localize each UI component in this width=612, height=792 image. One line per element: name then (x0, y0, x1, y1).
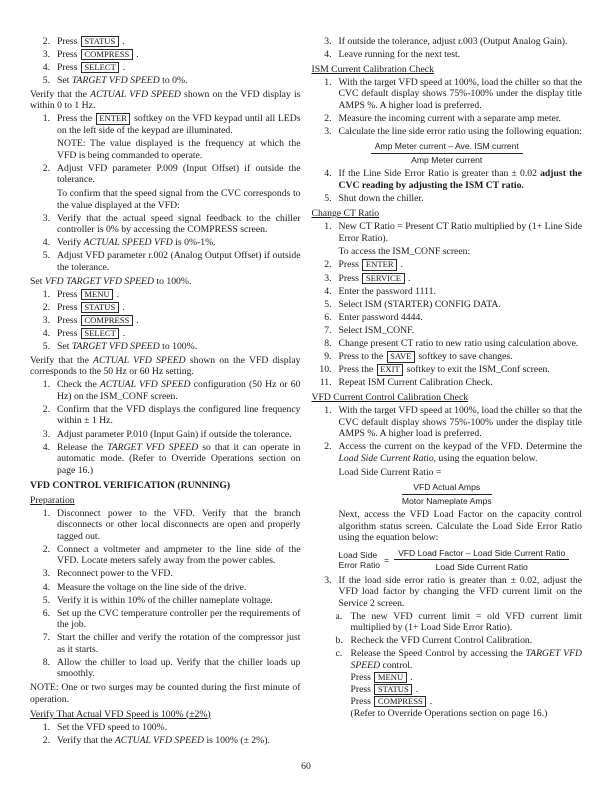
item-number: 1. (324, 221, 332, 233)
continuation-line: Press STATUS . (350, 683, 419, 695)
item-number: 3. (324, 35, 332, 47)
item-text: Enter the password 1111. (338, 285, 436, 297)
italic-term: TARGET VFD SPEED (71, 74, 160, 86)
item-text: Verify ACTUAL SPEED VFD is 0%-1%. (57, 237, 216, 249)
item-number: 5. (42, 341, 50, 353)
item-text: Shut down the chiller. (338, 193, 424, 205)
item-number: 1. (42, 113, 50, 125)
item-text: Check the ACTUAL VFD SPEED configuration (50 Hz or 60 Hz) on the ISM_CONF screen. (57, 379, 301, 402)
fraction-denominator: Motor Nameplate Amps (401, 496, 492, 507)
item-text: New CT Ratio = Present CT Ratio multiplied by (1+ Line Side Error Ratio). (338, 221, 582, 244)
italic-term: TARGET VFD SPEED (107, 441, 199, 453)
list-item (312, 575, 583, 610)
item-number: 8. (42, 656, 50, 668)
italic-term: ACTUAL VFD SPEED (93, 354, 186, 366)
item-number: 11. (319, 377, 332, 389)
list-item (30, 62, 301, 74)
item-number: 5. (42, 250, 50, 262)
list-item (30, 302, 301, 314)
item-number: 3. (324, 125, 332, 137)
keycap: SAVE (387, 351, 415, 363)
list-item (30, 429, 301, 441)
list-item (312, 312, 583, 324)
item-number: 4. (324, 48, 332, 60)
item-text: Enter password 4444. (338, 311, 423, 323)
fraction-denominator: Amp Meter current (411, 155, 483, 166)
italic-term: ACTUAL VFD SPEED (90, 88, 181, 100)
list-item (312, 36, 583, 48)
item-text: If the load side error ratio is greater than ± 0.02, adjust the VFD load factor by changing the VFD current limit on the Service 2 screen. (338, 574, 582, 609)
item-text: Start the chiller and verify the rotation of the compressor just as it starts. (57, 632, 301, 655)
subsection-heading: Verify That Actual VFD Speed is 100% (±2%) (30, 708, 211, 720)
item-text: Press SELECT . (57, 61, 126, 73)
list-item (30, 508, 301, 543)
item-text: Set up the CVC temperature controller per the requirements of the job. (57, 607, 301, 631)
continuation-paragraph: Load Side Current Ratio = (338, 466, 442, 478)
item-text: Press COMPRESS . (57, 314, 139, 326)
page-number: 60 (301, 761, 311, 772)
sub-list-item (336, 611, 583, 634)
list-item (30, 442, 301, 477)
item-number: 3. (42, 314, 50, 326)
item-text: Adjust VFD parameter P.009 (Input Offset) if outside the tolerance. (57, 162, 301, 186)
fraction-numerator: VFD Actual Amps (402, 482, 492, 495)
fraction (394, 548, 569, 572)
item-number: 2. (42, 403, 50, 415)
item-number: 5. (42, 594, 50, 606)
item-text: Verify that the ACTUAL VFD SPEED is 100% (± 2%). (57, 734, 270, 746)
paragraph: Verify that the ACTUAL VFD SPEED shown on the VFD display is within 0 to 1 Hz. (30, 88, 301, 112)
item-number: 2. (324, 441, 332, 453)
list-item (312, 441, 583, 464)
list-item (312, 377, 583, 389)
keycap: ENTER (96, 113, 131, 125)
keycap: MENU (81, 289, 113, 301)
keycap: STATUS (81, 36, 119, 48)
list-item (312, 221, 583, 244)
equation-lhs-line: Load Side (338, 549, 378, 560)
continuation-paragraph: NOTE: The value displayed is the frequency at which the VFD is being commanded to operate. (57, 138, 301, 161)
italic-term: ACTUAL VFD SPEED (114, 734, 205, 746)
item-text: Set the VFD speed to 100%. (57, 721, 168, 733)
fraction-numerator: Amp Meter current – Ave. ISM current (371, 141, 523, 154)
item-number: b. (335, 635, 343, 647)
item-number: 9. (324, 351, 332, 363)
list-item (312, 168, 583, 191)
subsection-heading: Preparation (30, 494, 75, 506)
list-item (30, 582, 301, 594)
list-item (30, 595, 301, 607)
list-item (312, 113, 583, 125)
item-number: 2. (42, 301, 50, 313)
keycap: ENTER (362, 259, 397, 271)
item-number: 2. (42, 35, 50, 47)
equals-sign: = (384, 554, 390, 565)
item-number: 4. (324, 168, 332, 180)
list-item (312, 325, 583, 337)
equation (312, 141, 583, 165)
list-item (30, 75, 301, 87)
fraction (371, 141, 523, 165)
item-number: 3. (42, 48, 50, 60)
item-text: Reconnect power to the VFD. (57, 568, 173, 580)
sub-list-item (336, 648, 583, 671)
list-item (30, 544, 301, 567)
item-text: Adjust parameter P.010 (Input Gain) if outside the tolerance. (57, 428, 292, 440)
list-item (30, 113, 301, 136)
item-number: 4. (42, 237, 50, 249)
item-text: If outside the tolerance, adjust r.003 (Output Analog Gain). (338, 35, 568, 47)
item-number: c. (335, 648, 343, 660)
section-heading: VFD CONTROL VERIFICATION (RUNNING) (30, 479, 231, 491)
list-item (312, 364, 583, 376)
keycap: EXIT (377, 364, 404, 376)
item-text: Adjust VFD parameter r.002 (Analog Output Offset) if outside the tolerance. (57, 250, 301, 273)
list-item (312, 193, 583, 205)
item-text: Release the Speed Control by accessing the TARGET VFD SPEED control. (350, 648, 582, 671)
item-text: Press MENU . (57, 288, 120, 300)
item-number: 4. (42, 327, 50, 339)
text-columns (30, 34, 582, 746)
item-number: a. (335, 610, 343, 622)
keycap: SELECT (81, 328, 120, 340)
list-item (30, 163, 301, 186)
keycap: SERVICE (362, 273, 404, 285)
item-text: Release the TARGET VFD SPEED so that it can operate in automatic mode. (Refer to Override Operations section on page 16.) (57, 441, 301, 476)
item-number: 5. (324, 298, 332, 310)
item-text: Measure the voltage on the line side of the drive. (57, 581, 247, 593)
item-text: Set TARGET VFD SPEED to 100%. (57, 341, 198, 353)
item-text: Press STATUS . (57, 35, 125, 47)
list-item (30, 36, 301, 48)
item-text: Select ISM_CONF. (338, 324, 415, 336)
item-text: With the target VFD speed at 100%, load the chiller so that the CVC default display shows 75%-100% under the display title AMPS %. A higher load is preferred. (338, 405, 582, 440)
item-text: Recheck the VFD Current Control Calibration. (350, 635, 533, 647)
list-item (30, 632, 301, 655)
item-text: Press the EXIT softkey to exit the ISM_Conf screen. (338, 364, 550, 376)
item-text: Press STATUS . (57, 301, 125, 313)
list-item (30, 289, 301, 301)
item-text: Press COMPRESS . (57, 48, 139, 60)
paragraph: Verify that the ACTUAL VFD SPEED shown on the VFD display corresponds to the 50 Hz or 60 Hz setting. (30, 354, 301, 378)
right-column (312, 34, 583, 746)
list-item (312, 77, 583, 112)
list-item (312, 49, 583, 61)
item-number: 2. (42, 734, 50, 746)
italic-term: TARGET VFD SPEED (350, 648, 582, 671)
list-item (30, 379, 301, 402)
item-number: 1. (42, 721, 50, 733)
keycap: STATUS (374, 684, 412, 696)
item-number: 1. (324, 76, 332, 88)
list-item (30, 735, 301, 747)
bold-text: adjust the CVC reading by adjusting the ISM CT ratio. (338, 168, 582, 191)
list-item (30, 250, 301, 273)
item-number: 4. (42, 441, 50, 453)
item-text: With the target VFD speed at 100%, load the chiller so that the CVC default display shows 75%-100% under the display title AMPS %. A higher load is preferred. (338, 76, 582, 111)
item-text: The new VFD current limit = old VFD current limit multiplied by (1+ Load Side Error Ratio). (350, 610, 582, 634)
list-item (30, 722, 301, 734)
item-number: 4. (42, 61, 50, 73)
list-item (312, 338, 583, 350)
item-number: 4. (42, 581, 50, 593)
item-text: Connect a voltmeter and ampmeter to the line side of the VFD. Locate meters safely away from the power cables. (57, 543, 301, 567)
fraction (402, 482, 492, 506)
item-number: 8. (324, 338, 332, 349)
item-text: If the Line Side Error Ratio is greater than ± 0.02 adjust the CVC reading by adjusting the ISM CT ratio. (338, 168, 582, 191)
continuation-line: (Refer to Override Operations section on page 16.) (350, 707, 548, 719)
item-text: Disconnect power to the VFD. Verify that the branch disconnects or other local disconnects are open and properly tagged out. (57, 507, 301, 542)
paragraph: Set VFD TARGET VFD SPEED to 100%. (30, 275, 192, 287)
item-number: 3. (324, 574, 332, 586)
item-number: 6. (42, 607, 50, 619)
list-item (312, 405, 583, 440)
item-number: 5. (42, 74, 50, 86)
sub-list-item (336, 635, 583, 647)
item-text: Press ENTER . (338, 259, 403, 271)
continuation-line: Press COMPRESS . (350, 695, 433, 707)
paragraph: NOTE: One or two surges may be counted during the first minute of operation. (30, 682, 301, 705)
item-number: 3. (42, 428, 50, 440)
item-text: Calculate the line side error ratio using the following equation: (338, 125, 582, 137)
item-number: 2. (42, 162, 50, 174)
continuation-paragraph: To access the ISM_CONF screen: (338, 246, 471, 258)
item-number: 1. (42, 288, 50, 300)
item-number: 1. (42, 379, 50, 391)
keycap: SELECT (81, 62, 120, 74)
item-number: 10. (319, 364, 332, 376)
list-item (312, 351, 583, 363)
item-text: Press SELECT . (57, 327, 126, 339)
item-number: 3. (42, 568, 50, 580)
item-text: Measure the incoming current with a separate amp meter. (338, 112, 561, 124)
list-item (30, 341, 301, 353)
item-number: 4. (324, 285, 332, 297)
list-item (312, 273, 583, 285)
equation (339, 548, 583, 572)
item-text: Verify it is within 10% of the chiller nameplate voltage. (57, 594, 273, 606)
keycap: COMPRESS (374, 696, 426, 708)
item-text: Set TARGET VFD SPEED to 0%. (57, 74, 188, 86)
italic-term: ACTUAL VFD SPEED (99, 379, 191, 391)
item-number: 2. (42, 543, 50, 555)
equation-lhs (339, 550, 381, 570)
equation (312, 482, 583, 506)
left-column (30, 34, 301, 746)
list-item (312, 126, 583, 138)
item-text: Verify that the actual speed signal feedback to the chiller controller is 0% by accessing the COMPRESS screen. (57, 212, 301, 236)
list-item (30, 404, 301, 427)
item-text: Press to the SAVE softkey to save changes. (338, 351, 513, 363)
list-item (30, 608, 301, 631)
item-text: Confirm that the VFD displays the configured line frequency within ± 1 Hz. (57, 403, 301, 427)
list-item (30, 237, 301, 249)
item-text: Access the current on the keypad of the VFD. Determine the Load Side Current Ratio, using the equation below. (338, 441, 582, 464)
item-text: Press the ENTER softkey on the VFD keypad until all LEDs on the left side of the keypad are illuminated. (57, 113, 301, 136)
subsection-heading: Change CT Ratio (311, 208, 380, 220)
list-item (312, 259, 583, 271)
italic-term: ACTUAL SPEED VFD (83, 237, 173, 249)
equation-lhs-line: Error Ratio (338, 559, 381, 570)
keycap: STATUS (81, 302, 119, 314)
italic-term: TARGET VFD SPEED (71, 341, 160, 353)
keycap: MENU (374, 672, 406, 684)
item-text: Allow the chiller to load up. Verify that the chiller loads up smoothly. (57, 656, 301, 680)
list-item (312, 286, 583, 298)
item-number: 3. (324, 272, 332, 284)
item-number: 3. (42, 212, 50, 224)
item-text: Change present CT ratio to new ratio using calculation above. (338, 338, 579, 349)
item-number: 2. (324, 259, 332, 271)
subsection-heading: ISM Current Calibration Check (311, 63, 434, 75)
keycap: COMPRESS (81, 49, 133, 61)
item-text: Leave running for the next test. (338, 48, 461, 60)
item-number: 5. (324, 193, 332, 205)
item-number: 1. (42, 507, 50, 519)
list-item (30, 49, 301, 61)
italic-term: VFD TARGET VFD SPEED (44, 275, 154, 287)
list-item (30, 315, 301, 327)
list-item (30, 213, 301, 236)
fraction-denominator: Load Side Current Ratio (435, 561, 528, 572)
italic-term: Load Side Current Ratio (338, 452, 434, 464)
item-text: Select ISM (STARTER) CONFIG DATA. (338, 298, 501, 310)
item-number: 1. (324, 405, 332, 417)
subsection-heading: VFD Current Control Calibration Check (311, 392, 469, 404)
item-number: 2. (324, 112, 332, 124)
keycap: COMPRESS (81, 315, 133, 327)
item-text: Repeat ISM Current Calibration Check. (338, 377, 493, 389)
list-item (30, 657, 301, 680)
item-number: 7. (324, 324, 332, 336)
continuation-paragraph: To confirm that the speed signal from the CVC corresponds to the value displayed at the VFD: (57, 188, 301, 211)
fraction-numerator: VFD Load Factor – Load Side Current Ratio (394, 548, 569, 561)
list-item (30, 568, 301, 580)
continuation-line: Press MENU . (350, 671, 413, 683)
item-text: Press SERVICE . (338, 272, 411, 284)
item-number: 6. (324, 311, 332, 323)
list-item (312, 299, 583, 311)
item-number: 7. (42, 632, 50, 644)
continuation-paragraph: Next, access the VFD Load Factor on the capacity control algorithm status screen. Calculate the Load Side Error Ratio using the equation below: (338, 509, 582, 544)
list-item (30, 328, 301, 340)
